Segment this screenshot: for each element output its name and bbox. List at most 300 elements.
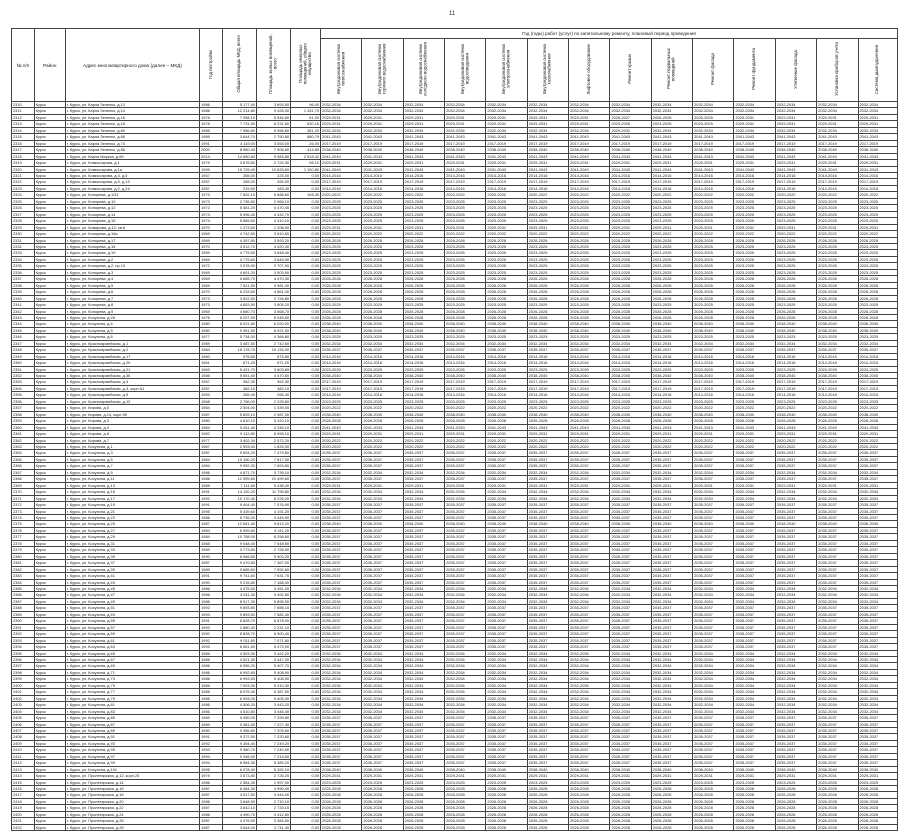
cell-area-residential: 1 833,00	[256, 444, 290, 450]
cell-area-residential: 5 438,40	[256, 482, 290, 488]
cell-heating: 2023-2025	[321, 211, 362, 217]
cell-area-total: 9 685,60	[222, 566, 256, 572]
cell-roof: 2023-2025	[610, 211, 651, 217]
cell-gas: 2029-2031	[527, 114, 568, 120]
cell-gas: 2032-2034	[527, 663, 568, 669]
cell-smoke: 2029-2031	[858, 121, 897, 127]
cell-sewerage: 2038-2040	[445, 411, 486, 417]
cell-address: г. Курск, ул. Косухина, д.29	[65, 534, 199, 540]
cell-no: 2351	[12, 366, 35, 372]
col-elevator: Лифтовое оборудование	[569, 39, 610, 102]
cell-no: 2367	[12, 469, 35, 475]
cell-basement: 2023-2025	[651, 398, 692, 404]
cell-smoke: 2026-2028	[858, 314, 897, 320]
cell-gas: 2041-2043	[527, 424, 568, 430]
cell-facade: 2038-2040	[693, 766, 734, 772]
cell-roof: 2026-2028	[610, 289, 651, 295]
cell-basement: 2014-2016	[651, 392, 692, 398]
cell-gas: 2035-2037	[527, 508, 568, 514]
cell-electric: 2035-2037	[486, 618, 527, 624]
cell-no: 2418	[12, 798, 35, 804]
cell-roof: 2035-2037	[610, 579, 651, 585]
cell-elevator: 2032-2034	[569, 650, 610, 656]
cell-no: 2406	[12, 721, 35, 727]
cell-insulation: 2032-2034	[775, 695, 816, 701]
cell-area-common: 0,00	[291, 179, 321, 185]
cell-address: г. Курск, ул. Пролетарская, д.26	[65, 818, 199, 824]
cell-address: г. Курск, ул. Комиссарова, д.2, д.24	[65, 185, 199, 191]
cell-hot-water: 2035-2037	[362, 456, 403, 462]
cell-heating: 2032-2034	[321, 495, 362, 501]
cell-facade: 2014-2016	[693, 353, 734, 359]
cell-cold-water: 2014-2016	[403, 353, 444, 359]
cell-hot-water: 2035-2037	[362, 624, 403, 630]
cell-sewerage: 2035-2037	[445, 450, 486, 456]
cell-sewerage: 2035-2037	[445, 540, 486, 546]
cell-no: 2362	[12, 437, 35, 443]
cell-mdpu: 2035-2037	[817, 450, 858, 456]
cell-district: Курск	[34, 727, 65, 733]
cell-year: 1991	[200, 618, 223, 624]
cell-roof: 2032-2034	[610, 676, 651, 682]
cell-district: Курск	[34, 753, 65, 759]
cell-area-common: 0,00	[291, 424, 321, 430]
cell-heating: 2014-2016	[321, 353, 362, 359]
cell-smoke: 2032-2034	[858, 669, 897, 675]
cell-smoke: 2032-2034	[858, 469, 897, 475]
cell-smoke: 2041-2043	[858, 153, 897, 159]
cell-sewerage: 2029-2031	[445, 482, 486, 488]
cell-area-common: 0,00	[291, 598, 321, 604]
cell-sewerage: 2026-2028	[445, 792, 486, 798]
cell-cold-water: 2017-2019	[403, 179, 444, 185]
cell-cold-water: 2032-2034	[403, 656, 444, 662]
cell-elevator: 2026-2028	[569, 824, 610, 830]
cell-heating: 2023-2025	[321, 205, 362, 211]
cell-insulation: 2026-2028	[775, 418, 816, 424]
cell-district: Курск	[34, 476, 65, 482]
cell-smoke: 2017-2019	[858, 385, 897, 391]
cell-sewerage: 2014-2016	[445, 185, 486, 191]
cell-gas: 2038-2040	[527, 521, 568, 527]
cell-area-total: 4 476,90	[222, 818, 256, 824]
cell-basement: 2035-2037	[651, 624, 692, 630]
cell-sewerage: 2023-2025	[445, 256, 486, 262]
cell-cold-water: 2017-2019	[403, 379, 444, 385]
cell-district: Курск	[34, 773, 65, 779]
cell-year: 1987	[200, 818, 223, 824]
cell-electric: 2035-2037	[486, 347, 527, 353]
cell-foundation: 2023-2025	[734, 269, 775, 275]
cell-insulation: 2023-2025	[775, 205, 816, 211]
cell-no: 2403	[12, 702, 35, 708]
cell-address: г. Курск, ул. Конорева, д.8	[65, 302, 199, 308]
cell-roof: 2023-2025	[610, 205, 651, 211]
cell-roof: 2032-2034	[610, 663, 651, 669]
cell-gas: 2026-2028	[527, 314, 568, 320]
cell-roof: 2014-2016	[610, 392, 651, 398]
cell-facade: 2035-2037	[693, 721, 734, 727]
cell-basement: 2026-2028	[651, 289, 692, 295]
cell-area-common: 0,00	[291, 334, 321, 340]
cell-basement: 2035-2037	[651, 579, 692, 585]
cell-hot-water: 2017-2019	[362, 140, 403, 146]
cell-year: 1973	[200, 302, 223, 308]
cell-elevator: 2032-2034	[569, 585, 610, 591]
cell-insulation: 2023-2025	[775, 334, 816, 340]
cell-no: 2338	[12, 282, 35, 288]
cell-gas: 2035-2037	[527, 456, 568, 462]
cell-foundation: 2026-2028	[734, 276, 775, 282]
cell-area-residential: 2 750,80	[256, 134, 290, 140]
cell-no: 2370	[12, 489, 35, 495]
cell-facade: 2041-2043	[693, 166, 734, 172]
cell-sewerage: 2026-2028	[445, 308, 486, 314]
cell-basement: 2026-2028	[651, 295, 692, 301]
cell-area-common: 0,00	[291, 715, 321, 721]
cell-foundation: 2041-2043	[734, 153, 775, 159]
cell-sewerage: 2032-2034	[445, 340, 486, 346]
cell-foundation: 2035-2037	[734, 624, 775, 630]
cell-smoke: 2035-2037	[858, 727, 897, 733]
cell-area-total: 4 742,50	[222, 231, 256, 237]
cell-district: Курск	[34, 527, 65, 533]
cell-heating: 2017-2019	[321, 140, 362, 146]
cell-mdpu: 2041-2043	[817, 134, 858, 140]
cell-hot-water: 2023-2025	[362, 302, 403, 308]
cell-foundation: 2032-2034	[734, 656, 775, 662]
cell-smoke: 2032-2034	[858, 102, 897, 108]
cell-area-residential: 3 492,80	[256, 592, 290, 598]
cell-district: Курск	[34, 224, 65, 230]
cell-insulation: 2014-2016	[775, 392, 816, 398]
cell-hot-water: 2032-2034	[362, 663, 403, 669]
cell-smoke: 2035-2037	[858, 573, 897, 579]
cell-smoke: 2032-2034	[858, 676, 897, 682]
cell-no: 2416	[12, 786, 35, 792]
cell-foundation: 2026-2028	[734, 308, 775, 314]
cell-heating: 2020-2022	[321, 231, 362, 237]
cell-elevator: 2026-2028	[569, 276, 610, 282]
cell-no: 2392	[12, 631, 35, 637]
cell-foundation: 2032-2034	[734, 663, 775, 669]
cell-area-common: 0,00	[291, 243, 321, 249]
cell-smoke: 2035-2037	[858, 644, 897, 650]
cell-heating: 2038-2040	[321, 327, 362, 333]
cell-sewerage: 2014-2016	[445, 353, 486, 359]
cell-basement: 2035-2037	[651, 760, 692, 766]
cell-area-total: 5 735,20	[222, 515, 256, 521]
cell-area-total: 4 660,70	[222, 308, 256, 314]
cell-smoke: 2026-2028	[858, 289, 897, 295]
cell-basement: 2026-2028	[651, 818, 692, 824]
cell-foundation: 2026-2028	[734, 818, 775, 824]
cell-no: 2335	[12, 263, 35, 269]
cell-cold-water: 2032-2034	[403, 682, 444, 688]
cell-smoke: 2035-2037	[858, 347, 897, 353]
cell-mdpu: 2038-2040	[817, 766, 858, 772]
col-roof: Ремонт крыши	[610, 39, 651, 102]
cell-heating: 2023-2025	[321, 218, 362, 224]
cell-facade: 2035-2037	[693, 727, 734, 733]
cell-cold-water: 2017-2019	[403, 385, 444, 391]
cell-facade: 2035-2037	[693, 566, 734, 572]
cell-insulation: 2026-2028	[775, 805, 816, 811]
cell-cold-water: 2023-2025	[403, 398, 444, 404]
cell-heating: 2032-2034	[321, 689, 362, 695]
cell-sewerage: 2014-2016	[445, 392, 486, 398]
cell-insulation: 2032-2034	[775, 676, 816, 682]
cell-area-common: 630,16	[291, 121, 321, 127]
cell-area-common: 0,00	[291, 185, 321, 191]
cell-area-total: 3 642,10	[222, 805, 256, 811]
cell-no: 2326	[12, 205, 35, 211]
cell-no: 2402	[12, 695, 35, 701]
cell-basement: 2032-2034	[651, 650, 692, 656]
cell-facade: 2023-2025	[693, 263, 734, 269]
cell-roof: 2035-2037	[610, 534, 651, 540]
cell-heating: 2023-2025	[321, 250, 362, 256]
cell-cold-water: 2029-2031	[403, 160, 444, 166]
cell-electric: 2023-2025	[486, 218, 527, 224]
cell-basement: 2026-2028	[651, 276, 692, 282]
cell-area-residential: 7 592,60	[256, 566, 290, 572]
cell-gas: 2041-2043	[527, 153, 568, 159]
cell-area-total: 12 641,40	[222, 521, 256, 527]
cell-heating: 2035-2037	[321, 553, 362, 559]
cell-sewerage: 2038-2040	[445, 327, 486, 333]
cell-area-residential: 7 168,00	[256, 579, 290, 585]
cell-insulation: 2035-2037	[775, 547, 816, 553]
cell-year: 1957	[200, 385, 223, 391]
cell-area-total: 2 796,00	[222, 398, 256, 404]
col-electric: Внутридомовая система электроснабжения	[486, 39, 527, 102]
cell-roof: 2020-2022	[610, 231, 651, 237]
cell-foundation: 2035-2037	[734, 573, 775, 579]
cell-no: 2311	[12, 108, 35, 114]
cell-address: г. Курск, ул. Косухина, д.81	[65, 702, 199, 708]
cell-smoke: 2026-2028	[858, 308, 897, 314]
cell-area-total: 975,80	[222, 353, 256, 359]
col-no: № п/п	[12, 29, 35, 102]
cell-no: 2363	[12, 444, 35, 450]
cell-foundation: 2029-2031	[734, 773, 775, 779]
cell-mdpu: 2026-2028	[817, 824, 858, 830]
cell-no: 2332	[12, 243, 35, 249]
cell-smoke: 2020-2022	[858, 405, 897, 411]
cell-insulation: 2035-2037	[775, 637, 816, 643]
cell-year: 1977	[200, 334, 223, 340]
cell-mdpu: 2014-2016	[817, 360, 858, 366]
cell-year: 1969	[200, 231, 223, 237]
cell-elevator: 2035-2037	[569, 734, 610, 740]
cell-year: 1992	[200, 740, 223, 746]
cell-elevator: 2035-2037	[569, 566, 610, 572]
cell-facade: 2038-2040	[693, 327, 734, 333]
cell-no: 2360	[12, 424, 35, 430]
cell-area-residential: 3 693,90	[256, 102, 290, 108]
cell-elevator: 2035-2037	[569, 624, 610, 630]
cell-elevator: 2041-2043	[569, 424, 610, 430]
cell-area-residential: 3 451,00	[256, 585, 290, 591]
cell-electric: 2041-2043	[486, 153, 527, 159]
cell-area-common: 0,00	[291, 373, 321, 379]
cell-cold-water: 2026-2028	[403, 237, 444, 243]
cell-address: г. Курск, ул. Кирова, д.4	[65, 424, 199, 430]
cell-basement: 2032-2034	[651, 708, 692, 714]
cell-area-common: 0,00	[291, 508, 321, 514]
cell-gas: 2023-2025	[527, 243, 568, 249]
cell-cold-water: 2035-2037	[403, 450, 444, 456]
cell-sewerage: 2029-2031	[445, 431, 486, 437]
cell-basement: 2014-2016	[651, 185, 692, 191]
cell-cold-water: 2032-2034	[403, 469, 444, 475]
cell-elevator: 2041-2043	[569, 153, 610, 159]
cell-year: 1991	[200, 734, 223, 740]
cell-electric: 2035-2037	[486, 515, 527, 521]
cell-cold-water: 2026-2028	[403, 818, 444, 824]
cell-sewerage: 2026-2028	[445, 295, 486, 301]
cell-mdpu: 2032-2034	[817, 708, 858, 714]
cell-mdpu: 2035-2037	[817, 566, 858, 572]
cell-cold-water: 2029-2031	[403, 224, 444, 230]
cell-heating: 2032-2034	[321, 656, 362, 662]
cell-insulation: 2029-2031	[775, 431, 816, 437]
cell-area-total: 2 593,00	[222, 444, 256, 450]
cell-insulation: 2020-2022	[775, 192, 816, 198]
cell-elevator: 2014-2016	[569, 353, 610, 359]
cell-electric: 2035-2037	[486, 740, 527, 746]
cell-sewerage: 2023-2025	[445, 198, 486, 204]
cell-district: Курск	[34, 321, 65, 327]
cell-basement: 2029-2031	[651, 224, 692, 230]
cell-area-total: 2 584,40	[222, 779, 256, 785]
cell-foundation: 2032-2034	[734, 469, 775, 475]
cell-area-residential: 7 227,40	[256, 721, 290, 727]
cell-electric: 2017-2019	[486, 179, 527, 185]
cell-smoke: 2029-2031	[858, 114, 897, 120]
cell-hot-water: 2035-2037	[362, 515, 403, 521]
cell-address: г. Курск, ул. Комиссарова, д.4, д.5	[65, 172, 199, 178]
cell-insulation: 2026-2028	[775, 308, 816, 314]
cell-no: 2321	[12, 172, 35, 178]
cell-roof: 2035-2037	[610, 540, 651, 546]
cell-hot-water: 2020-2022	[362, 444, 403, 450]
cell-roof: 2035-2037	[610, 515, 651, 521]
cell-basement: 2032-2034	[651, 676, 692, 682]
cell-area-common: 0,00	[291, 663, 321, 669]
cell-hot-water: 2029-2031	[362, 773, 403, 779]
cell-electric: 2029-2031	[486, 224, 527, 230]
cell-mdpu: 2035-2037	[817, 527, 858, 533]
cell-roof: 2038-2040	[610, 373, 651, 379]
cell-smoke: 2035-2037	[858, 618, 897, 624]
cell-year: 1986	[200, 102, 223, 108]
cell-foundation: 2023-2025	[734, 366, 775, 372]
cell-hot-water: 2026-2028	[362, 282, 403, 288]
cell-address: г. Курск, ул. Пролетарская, д.28	[65, 824, 199, 830]
cell-gas: 2026-2028	[527, 798, 568, 804]
cell-hot-water: 2032-2034	[362, 650, 403, 656]
cell-year: 1991	[200, 489, 223, 495]
cell-smoke: 2038-2040	[858, 411, 897, 417]
cell-area-total: 8 207,90	[222, 314, 256, 320]
cell-smoke: 2023-2025	[858, 250, 897, 256]
cell-sewerage: 2032-2034	[445, 108, 486, 114]
cell-elevator: 2035-2037	[569, 644, 610, 650]
cell-elevator: 2035-2037	[569, 721, 610, 727]
cell-sewerage: 2023-2025	[445, 211, 486, 217]
cell-facade: 2026-2028	[693, 418, 734, 424]
cell-address: г. Курск, ул. Конорева, д.18	[65, 243, 199, 249]
cell-gas: 2032-2034	[527, 108, 568, 114]
cell-elevator: 2032-2034	[569, 102, 610, 108]
cell-electric: 2023-2025	[486, 256, 527, 262]
cell-year: 1969	[200, 256, 223, 262]
cell-insulation: 2032-2034	[775, 489, 816, 495]
cell-basement: 2023-2025	[651, 198, 692, 204]
cell-sewerage: 2032-2034	[445, 676, 486, 682]
cell-no: 2346	[12, 334, 35, 340]
cell-facade: 2035-2037	[693, 540, 734, 546]
cell-gas: 2035-2037	[527, 515, 568, 521]
cell-address: г. Курск, ул. Косухина, д.55	[65, 618, 199, 624]
cell-gas: 2032-2034	[527, 102, 568, 108]
cell-cold-water: 2014-2016	[403, 172, 444, 178]
cell-heating: 2023-2025	[321, 334, 362, 340]
cell-address: г. Курск, ул. Косухина, д.51	[65, 605, 199, 611]
cell-insulation: 2029-2031	[775, 482, 816, 488]
cell-basement: 2023-2025	[651, 205, 692, 211]
cell-roof: 2035-2037	[610, 637, 651, 643]
cell-area-residential: 5 473,90	[256, 644, 290, 650]
cell-facade: 2035-2037	[693, 579, 734, 585]
cell-hot-water: 2032-2034	[362, 682, 403, 688]
cell-smoke: 2023-2025	[858, 302, 897, 308]
cell-year: 1991	[200, 140, 223, 146]
cell-gas: 2017-2019	[527, 379, 568, 385]
cell-address: г. Курск, ул. Пролетарская, д.16	[65, 786, 199, 792]
cell-insulation: 2035-2037	[775, 540, 816, 546]
cell-cold-water: 2035-2037	[403, 734, 444, 740]
cell-address: г. Курск, ул. Косухина, д.97	[65, 753, 199, 759]
cell-cold-water: 2035-2037	[403, 747, 444, 753]
cell-basement: 2035-2037	[651, 618, 692, 624]
cell-gas: 2041-2043	[527, 166, 568, 172]
cell-facade: 2032-2034	[693, 592, 734, 598]
cell-mdpu: 2023-2025	[817, 302, 858, 308]
cell-address: г. Курск, ул. Косухина, д.59	[65, 631, 199, 637]
cell-hot-water: 2026-2028	[362, 276, 403, 282]
cell-area-residential: 7 582,30	[256, 611, 290, 617]
cell-hot-water: 2035-2037	[362, 560, 403, 566]
cell-area-residential: 7 817,50	[256, 456, 290, 462]
cell-basement: 2032-2034	[651, 489, 692, 495]
cell-smoke: 2023-2025	[858, 334, 897, 340]
cell-hot-water: 2035-2037	[362, 450, 403, 456]
cell-foundation: 2020-2022	[734, 405, 775, 411]
cell-address: г. Курск, ул. Красноармейская, д.12	[65, 398, 199, 404]
cell-insulation: 2038-2040	[775, 766, 816, 772]
cell-address: г. Курск, ул. Косухина, д.43	[65, 579, 199, 585]
cell-sewerage: 2035-2037	[445, 760, 486, 766]
cell-address: г. Курск, ул. Красноармейская, д.3	[65, 379, 199, 385]
cell-district: Курск	[34, 637, 65, 643]
cell-elevator: 2032-2034	[569, 469, 610, 475]
cell-insulation: 2020-2022	[775, 231, 816, 237]
cell-mdpu: 2032-2034	[817, 663, 858, 669]
cell-roof: 2032-2034	[610, 598, 651, 604]
